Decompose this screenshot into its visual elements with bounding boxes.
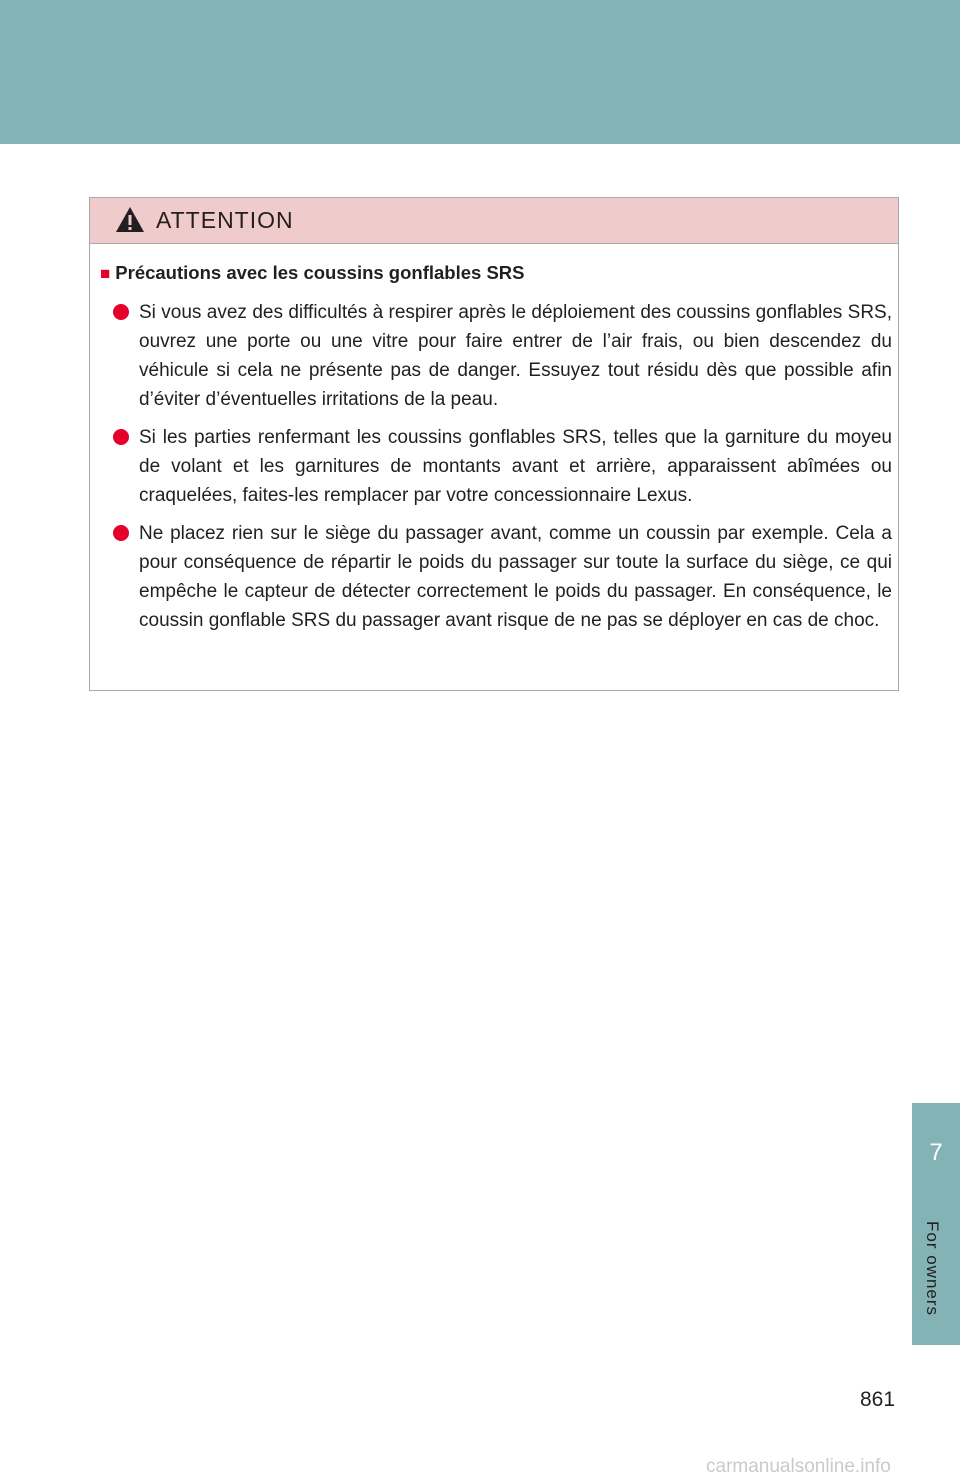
caution-box (89, 197, 899, 691)
caution-header (90, 198, 898, 244)
section-heading-text: Précautions avec les coussins gonflables SRS (115, 262, 525, 283)
bullet-list (112, 298, 892, 644)
chapter-number: 7 (929, 1139, 943, 1166)
bullet-dot-icon (113, 304, 129, 320)
top-color-band (0, 0, 960, 144)
square-bullet-icon: ■ (100, 264, 111, 283)
bullet-text: Si les parties renfermant les coussins gonflables SRS, telles que la garniture du moyeu de volant et les garnitures de montants avant et arrière, apparaissent abîmées ou craquelées, faites-les remplacer par votre concessionnaire Lexus. (139, 427, 892, 506)
bullet-item (112, 298, 892, 414)
section-heading (100, 262, 525, 284)
bullet-dot-icon (113, 525, 129, 541)
bullet-text: Ne placez rien sur le siège du passager avant, comme un coussin par exemple. Cela a pour conséquence de répartir le poids du passager sur toute la surface du siège, ce qui empêche le capteur de détecter correctement le poids du passager. En conséquence, le coussin gonflable SRS du passager avant risque de ne pas se déployer en cas de choc. (139, 523, 892, 631)
watermark: carmanualsonline.info (706, 1456, 891, 1477)
chapter-side-tab[interactable] (912, 1103, 960, 1345)
warning-triangle-icon (115, 206, 145, 233)
bullet-item (112, 519, 892, 635)
page-number: 861 (860, 1388, 896, 1411)
bullet-dot-icon (113, 429, 129, 445)
bullet-text: Si vous avez des difficultés à respirer après le déploiement des coussins gonflables SRS, ouvrez une porte ou une vitre pour faire entrer de l’air frais, ou bien descendez du véhicule si cela ne présente pas de danger. Essuyez tout résidu dès que possible afin d’éviter d’éventuelles irritations de la peau. (139, 302, 892, 410)
bullet-item (112, 423, 892, 510)
chapter-name: For owners (923, 1221, 942, 1317)
caution-title: ATTENTION (156, 207, 294, 233)
